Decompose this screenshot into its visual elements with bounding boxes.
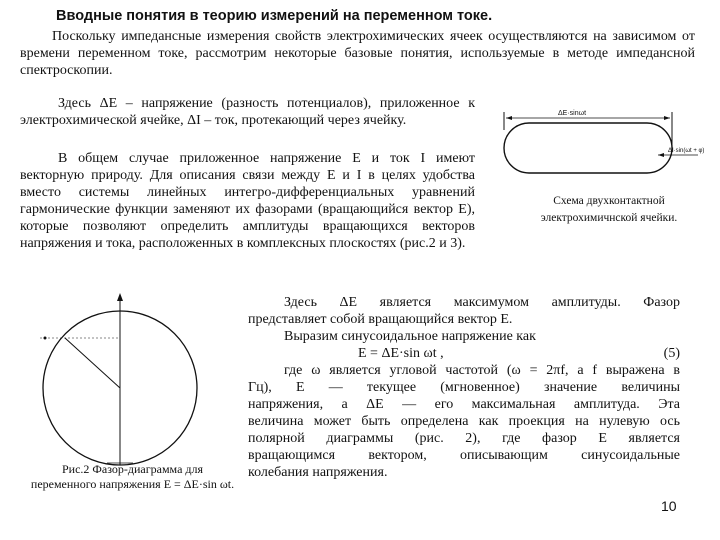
- equation: E = ΔE·sin ωt ,: [358, 346, 444, 361]
- phasor-diagram: [25, 293, 225, 468]
- page-title: Вводные понятия в теорию измерений на переменном токе.: [56, 8, 493, 24]
- equation-number: (5): [663, 346, 680, 361]
- intro-paragraph: Поскольку импедансные измерения свойств электрохимических ячеек осуществляются на зависимом от времени переменном токе, рассмотрим некоторые базовые понятия, используемые в методе импедансной спектроскопии.: [20, 29, 695, 78]
- figure2-caption: Рис.2 Фазор-диаграмма для переменного напряжения E = ΔE·sin ωt.: [30, 462, 235, 491]
- two-electrode-cell-figure: [488, 100, 708, 180]
- para4-line: вращающимся вектором, описывающим синусоидальные: [248, 448, 680, 463]
- para4-line: напряжения, а ΔE — его максимальная амплитуда. Эта: [248, 397, 680, 412]
- para4-line: величина может быть определена как проекция на нулевую ось: [248, 414, 680, 429]
- current-label: ΔI·sin(ωt + φ): [668, 148, 705, 154]
- amplitude-paragraph: [248, 294, 680, 481]
- voltage-arrow-left-head: [506, 116, 512, 120]
- cell-outline: [504, 123, 672, 173]
- para4-line: Здесь ΔE является максимумом амплитуды. Фазор: [284, 295, 680, 310]
- para4-line: представляет собой вращающийся вектор E.: [248, 312, 513, 327]
- equation-row: [248, 345, 680, 362]
- phasor-paragraph: В общем случае приложенное напряжение E и ток I имеют векторную природу. Для описания связи между E и I в целях удобства вместо системы линейных интегро-дифференциальных уравнений гармонические функции заменяют их фазорами (вращающийся вектор E), которые позволяют определить амплитуды вращающихся векторов напряжения и тока, расположенных в комплексных плоскостях (рис.2 и 3).: [20, 151, 475, 251]
- para4-line: колебания напряжения.: [248, 465, 388, 480]
- voltage-arrow-right-head: [664, 116, 670, 120]
- para4-line: Выразим синусоидальное напряжение как: [284, 329, 536, 344]
- figure1-caption: Схема двухконтактной электрохимичнской ячейки.: [540, 195, 678, 224]
- current-arrow-head: [658, 153, 664, 157]
- voltage-definition-paragraph: Здесь ΔE – напряжение (разность потенциалов), приложенное к электрохимической ячейке, ΔI – ток, протекающий через ячейку.: [20, 96, 475, 128]
- para4-line: где ω является угловой частотой (ω = 2πf, а f выражена в: [284, 363, 680, 378]
- vertical-axis-arrow: [117, 293, 123, 301]
- para4-line: Гц), E — текущее (мгновенное) значение величины: [248, 380, 680, 395]
- phasor-vector: [65, 338, 120, 388]
- voltage-label: ΔE·sinωt: [558, 110, 587, 117]
- phasor-tip-marker: [44, 337, 47, 340]
- para4-line: полярной диаграммы (рис. 2), где фазор E является: [248, 431, 680, 446]
- page-number: 10: [661, 498, 677, 514]
